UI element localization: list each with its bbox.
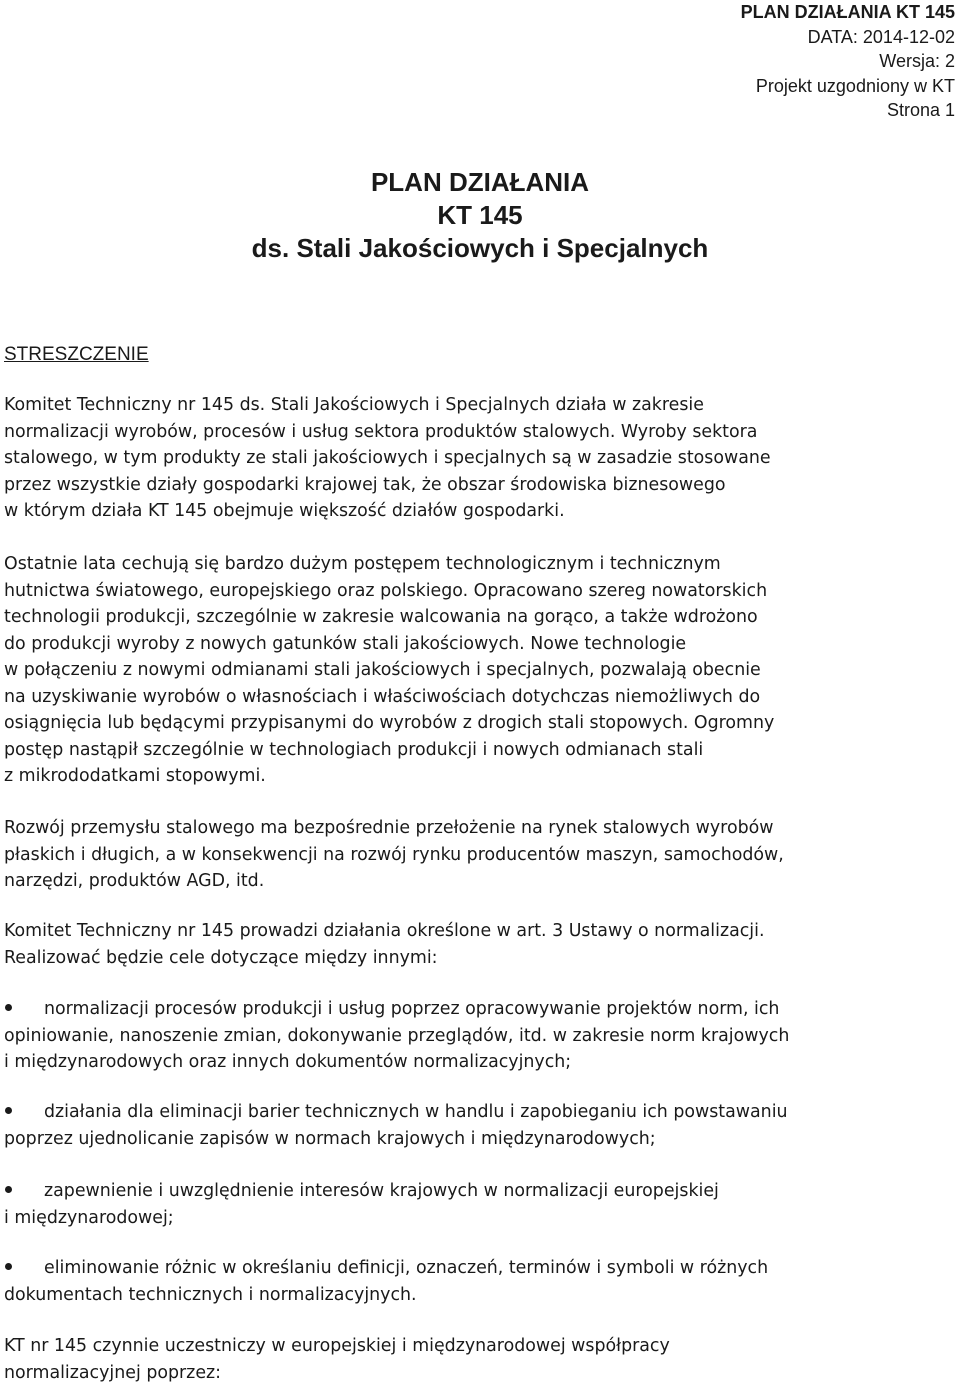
bullet-text: działania dla eliminacji barier technicznych w handlu i zapobieganiu ich powstawaniu xyxy=(44,1102,788,1122)
paragraph-line: hutnictwa światowego, europejskiego oraz polskiego. Opracowano szereg nowatorskich xyxy=(4,580,768,601)
section-heading-summary: STRESZCZENIE xyxy=(4,344,149,365)
paragraph-line: Ostatnie lata cechują się bardzo dużym postępem technologicznym i technicznym xyxy=(4,554,721,574)
paragraph-line: stalowego, w tym produkty ze stali jakościowych i specjalnych są w zasadzie stosowane xyxy=(4,448,771,468)
paragraph-line: postęp nastąpił szczególnie w technologiach produkcji i nowych odmianach stali xyxy=(4,739,704,760)
bullet-item-4 xyxy=(4,1255,960,1308)
paragraph-line: płaskich i długich, a w konsekwencji na rozwój rynku producentów maszyn, samochodów, xyxy=(4,844,784,865)
bullet-text: opiniowanie, nanoszenie zmian, dokonywanie przeglądów, itd. w zakresie norm krajowych xyxy=(4,1025,790,1046)
title-line-1: PLAN DZIAŁANIA xyxy=(370,167,590,197)
bullet-text: poprzez ujednolicanie zapisów w normach krajowych i międzynarodowych; xyxy=(4,1128,656,1149)
bullet-icon xyxy=(5,1263,12,1270)
bullet-text: i międzynarodowych oraz innych dokumentów normalizacyjnych; xyxy=(4,1052,572,1072)
document-title xyxy=(0,166,960,265)
paragraph-line: do produkcji wyroby z nowych gatunków stali jakościowych. Nowe technologie xyxy=(4,633,687,654)
header-status: Projekt uzgodniony w KT xyxy=(755,75,955,96)
paragraph-line: w którym działa KT 145 obejmuje większość działów gospodarki. xyxy=(4,501,565,521)
paragraph-line: w połączeniu z nowymi odmianami stali jakościowych i specjalnych, pozwalają obecnie xyxy=(4,660,761,680)
paragraph-line: Realizować będzie cele dotyczące między innymi: xyxy=(4,947,438,968)
paragraph-3 xyxy=(4,815,960,895)
paragraph-line: Rozwój przemysłu stalowego ma bezpośrednie przełożenie na rynek stalowych wyrobów xyxy=(4,818,774,838)
document-header xyxy=(741,0,955,123)
bullet-text: eliminowanie różnic w określaniu definicji, oznaczeń, terminów i symboli w różnych xyxy=(44,1258,769,1278)
paragraph-4 xyxy=(4,918,960,971)
paragraph-1 xyxy=(4,392,960,525)
bullet-text: dokumentach technicznych i normalizacyjnych. xyxy=(4,1284,417,1305)
bullet-text: normalizacji procesów produkcji i usług poprzez opracowywanie projektów norm, ich xyxy=(44,999,780,1019)
paragraph-line: Komitet Techniczny nr 145 prowadzi działania określone w art. 3 Ustawy o normalizacji. xyxy=(4,921,765,941)
paragraph-line: przez wszystkie działy gospodarki krajowej tak, że obszar środowiska biznesowego xyxy=(4,474,726,495)
paragraph-line: osiągnięcia lub będącymi przypisanymi do wyrobów z drogich stali stopowych. Ogromny xyxy=(4,713,775,733)
paragraph-line: Komitet Techniczny nr 145 ds. Stali Jakościowych i Specjalnych działa w zakresie xyxy=(4,395,704,415)
title-line-3: ds. Stali Jakościowych i Specjalnych xyxy=(251,233,709,263)
paragraph-line: KT nr 145 czynnie uczestniczy w europejskiej i międzynarodowej współpracy xyxy=(4,1336,670,1356)
header-version: Wersja: 2 xyxy=(879,51,955,71)
header-date: DATA: 2014-12-02 xyxy=(807,26,955,47)
paragraph-line: normalizacyjnej poprzez: xyxy=(4,1362,222,1383)
header-page-number: Strona 1 xyxy=(886,100,955,120)
paragraph-line: narzędzi, produktów AGD, itd. xyxy=(4,871,265,891)
bullet-item-2 xyxy=(4,1099,960,1152)
header-title: PLAN DZIAŁANIA KT 145 xyxy=(740,2,955,22)
bullet-icon xyxy=(5,1186,12,1193)
title-line-2: KT 145 xyxy=(437,200,523,230)
bullet-item-1 xyxy=(4,996,960,1076)
bullet-item-3 xyxy=(4,1178,960,1231)
paragraph-line: technologii produkcji, szczególnie w zakresie walcowania na gorąco, a także wdrożono xyxy=(4,607,758,627)
paragraph-5 xyxy=(4,1333,960,1386)
bullet-text: i międzynarodowej; xyxy=(4,1207,174,1228)
paragraph-2 xyxy=(4,551,960,790)
paragraph-line: na uzyskiwanie wyrobów o własnościach i właściwościach dotychczas niemożliwych do xyxy=(4,686,761,707)
paragraph-line: normalizacji wyrobów, procesów i usług sektora produktów stalowych. Wyroby sektora xyxy=(4,421,758,442)
bullet-text: zapewnienie i uwzględnienie interesów krajowych w normalizacji europejskiej xyxy=(44,1181,719,1201)
paragraph-line: z mikrododatkami stopowymi. xyxy=(4,766,266,786)
bullet-icon xyxy=(5,1004,12,1011)
bullet-icon xyxy=(5,1107,12,1114)
